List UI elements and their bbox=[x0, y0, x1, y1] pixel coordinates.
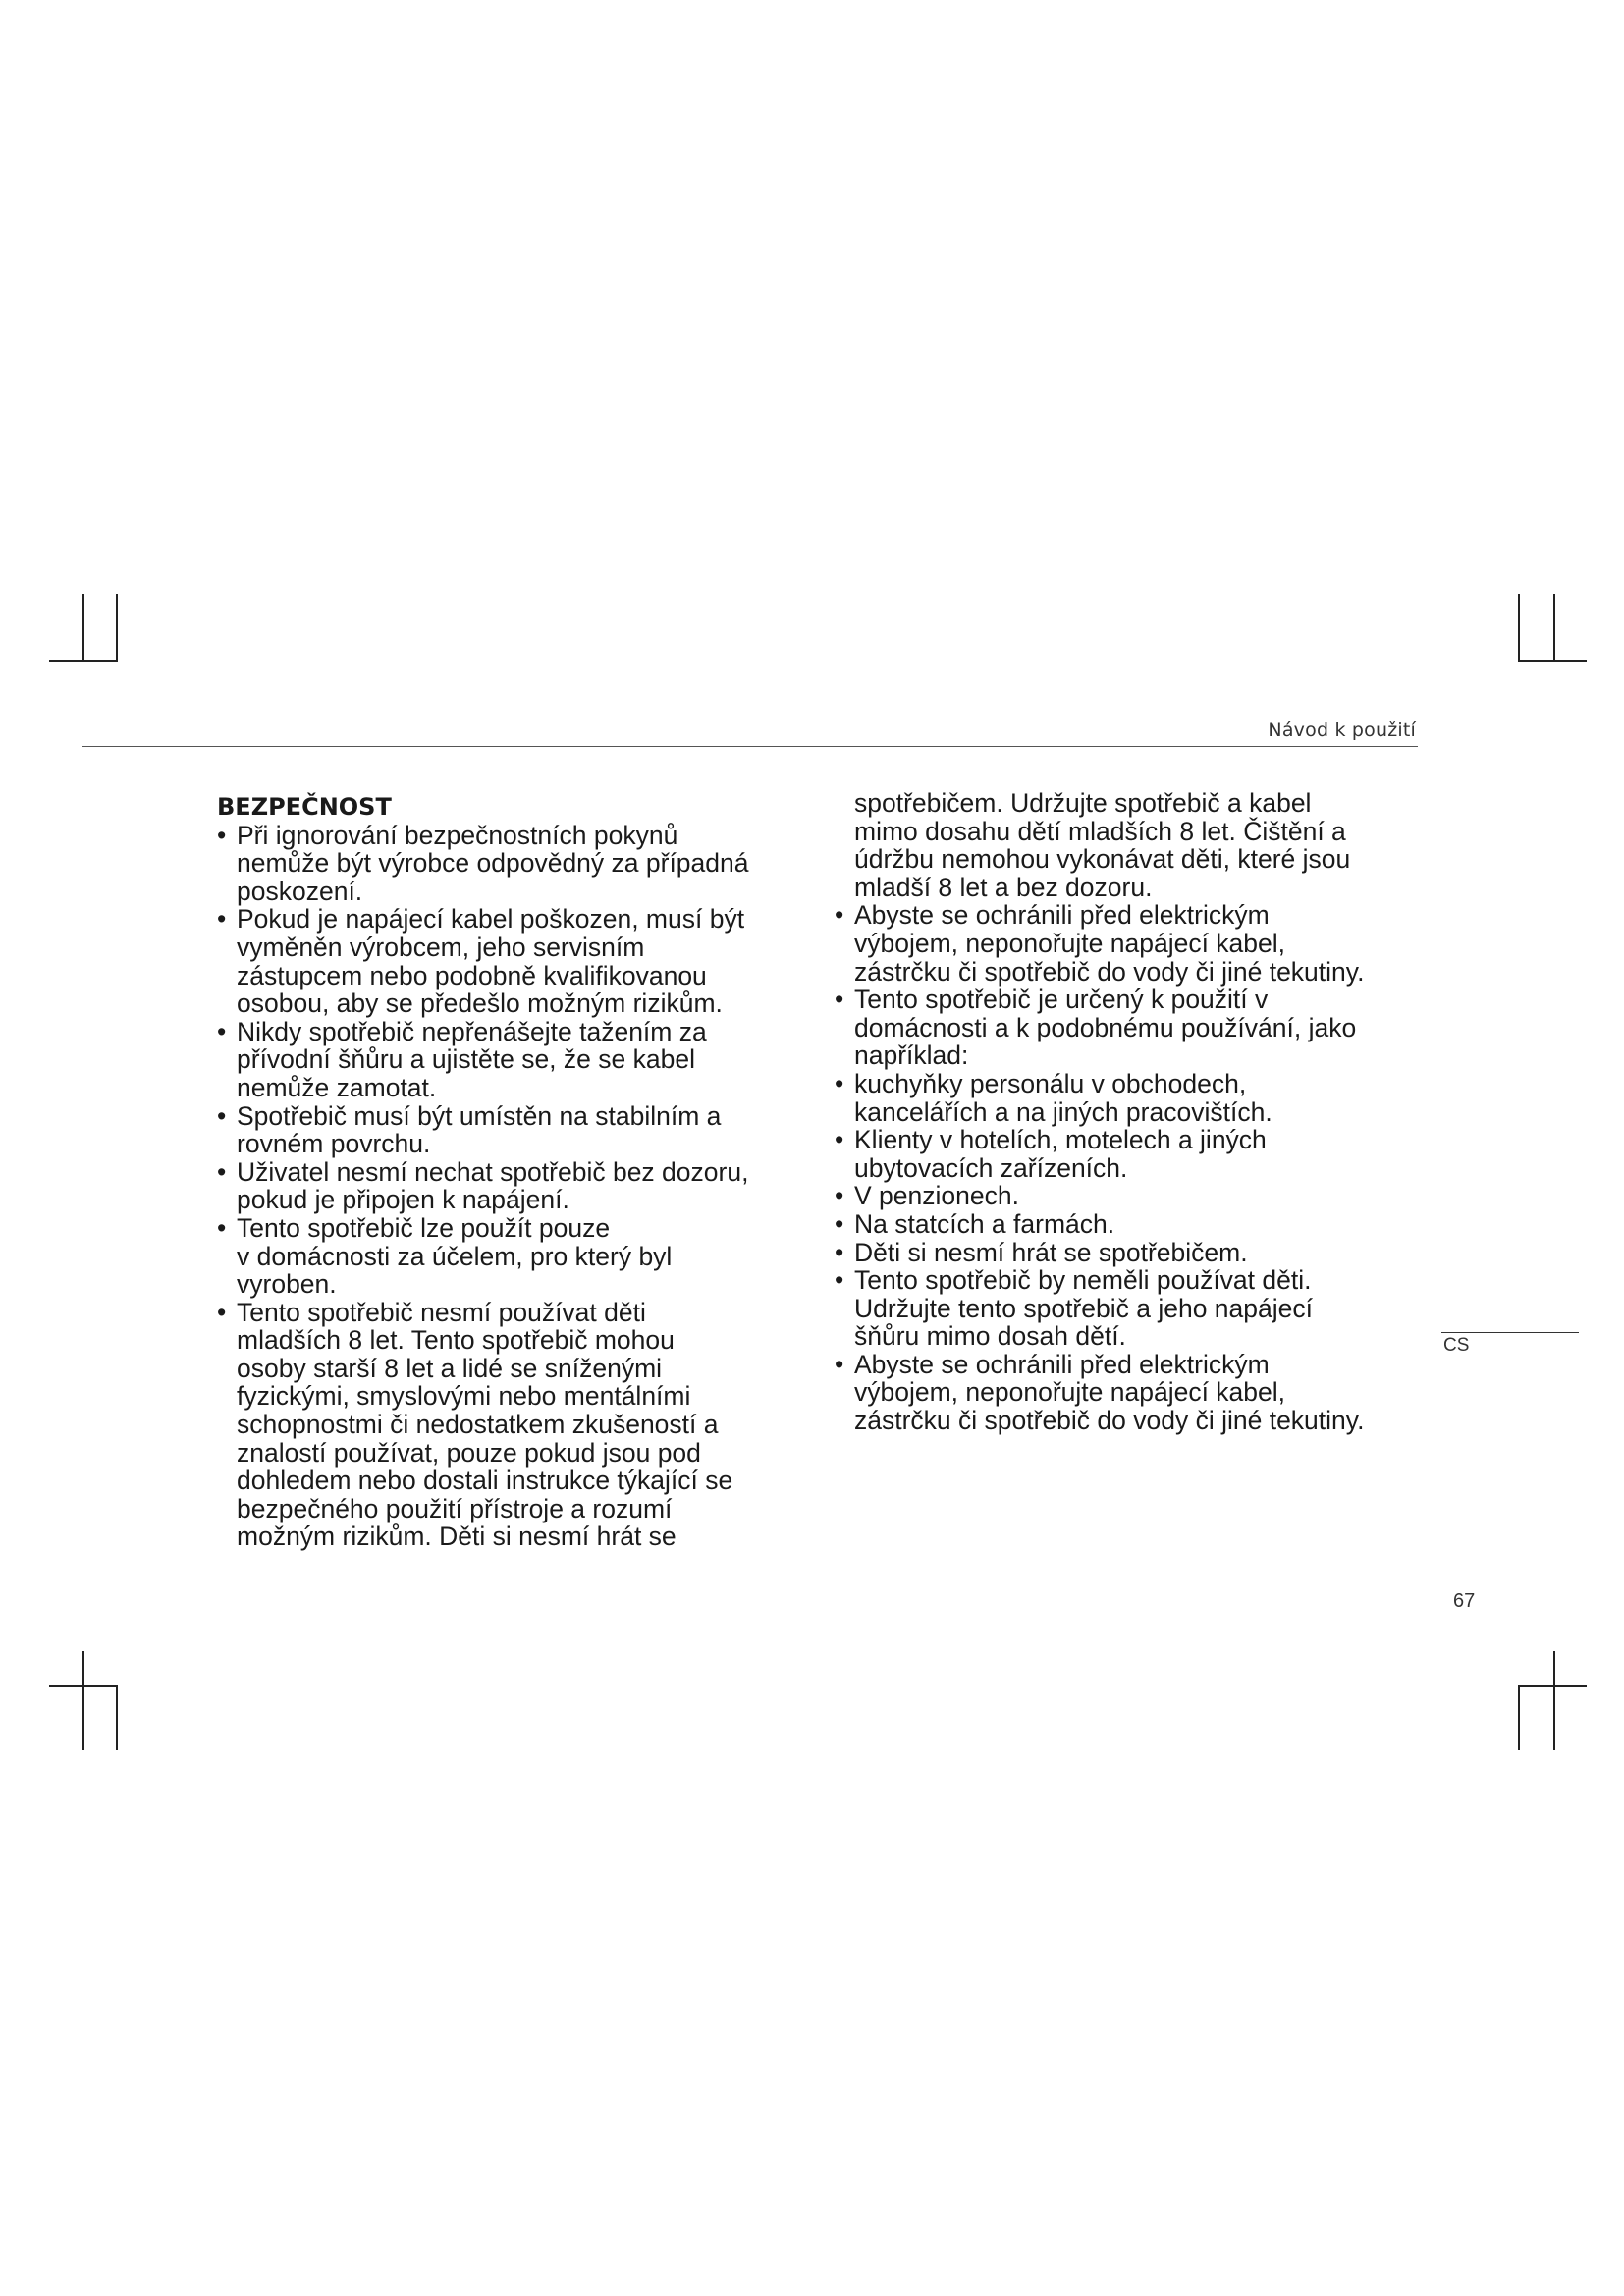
safety-item-text: Tento spotřebič je určený k použití v domácnosti a k podobnému používání, jako například: bbox=[854, 985, 1357, 1071]
safety-item bbox=[217, 1214, 826, 1299]
right-column bbox=[835, 789, 1424, 1435]
bullet-icon: • bbox=[835, 1349, 844, 1379]
header-rule bbox=[82, 746, 1418, 747]
bullet-icon: • bbox=[217, 1156, 227, 1187]
crop-mark-bottom-right-v2 bbox=[1553, 1651, 1555, 1750]
safety-item-text: Tento spotřebič nesmí používat děti mladších 8 let. Tento spotřebič mohou osoby starší 8 let a lidé se sníženými fyzickými, smyslovými nebo mentálními schopnostmi či nedostatkem zkušeností a znalostí používat, pouze pokud jsou pod dohledem nebo dostali instrukce týkající se bezpečného použití přístroje a rozumí možným rizikům. Děti si nesmí hrát se bbox=[237, 1297, 733, 1552]
section-heading: BEZPEČNOST bbox=[217, 793, 392, 821]
safety-item bbox=[835, 1070, 1424, 1126]
crop-mark-top-right-h bbox=[1518, 660, 1587, 662]
left-column bbox=[217, 793, 826, 1551]
safety-item bbox=[217, 1299, 826, 1551]
safety-item-text: Tento spotřebič by neměli používat děti. Udržujte tento spotřebič a jeho napájecí šňůru mimo dosah dětí. bbox=[854, 1265, 1313, 1352]
safety-item bbox=[835, 1266, 1424, 1351]
safety-item bbox=[217, 822, 826, 906]
bullet-icon: • bbox=[835, 1068, 844, 1098]
safety-item-text: Pokud je napájecí kabel poškozen, musí být vyměněn výrobcem, jeho servisním zástupcem nebo podobně kvalifikovanou osobou, aby se předešlo možným rizikům. bbox=[237, 904, 745, 1019]
manual-title: Návod k použití bbox=[1268, 720, 1416, 741]
crop-mark-bottom-left-v bbox=[116, 1685, 118, 1750]
safety-item-text: kuchyňky personálu v obchodech, kancelářích a na jiných pracovištích. bbox=[854, 1068, 1272, 1127]
language-tab-rule bbox=[1441, 1332, 1579, 1333]
safety-item-text: Děti si nesmí hrát se spotřebičem. bbox=[854, 1237, 1248, 1267]
left-safety-list bbox=[217, 822, 826, 1551]
bullet-icon: • bbox=[835, 1208, 844, 1239]
bullet-icon: • bbox=[217, 1297, 227, 1327]
crop-mark-bottom-right-v bbox=[1518, 1685, 1520, 1750]
safety-item bbox=[217, 1158, 826, 1214]
safety-item-text: Na statcích a farmách. bbox=[854, 1208, 1115, 1239]
bullet-icon: • bbox=[835, 900, 844, 931]
bullet-icon: • bbox=[835, 1181, 844, 1211]
safety-item bbox=[835, 1182, 1424, 1210]
safety-item-text: Nikdy spotřebič nepřenášejte tažením za přívodní šňůru a ujistěte se, že se kabel nemůže zamotat. bbox=[237, 1016, 707, 1102]
safety-item-text: Spotřebič musí být umístěn na stabilním a rovném povrchu. bbox=[237, 1100, 722, 1159]
crop-mark-top-left-v bbox=[116, 594, 118, 661]
safety-item bbox=[835, 1126, 1424, 1182]
bullet-icon: • bbox=[217, 1100, 227, 1131]
bullet-icon: • bbox=[835, 1125, 844, 1155]
safety-item bbox=[835, 1351, 1424, 1435]
safety-item bbox=[835, 1239, 1424, 1267]
safety-item bbox=[835, 901, 1424, 986]
bullet-icon: • bbox=[835, 1237, 844, 1267]
continued-paragraph: spotřebičem. Udržujte spotřebič a kabel mimo dosahu dětí mladších 8 let. Čištění a údržbu nemohou vykonávat děti, které jsou mladší 8 let a bez dozoru. bbox=[854, 788, 1351, 902]
safety-item-text: Abyste se ochránili před elektrickým výbojem, neponořujte napájecí kabel, zástrčku či spotřebič do vody či jiné tekutiny. bbox=[854, 1349, 1365, 1436]
safety-item bbox=[217, 905, 826, 1017]
bullet-icon: • bbox=[217, 820, 227, 850]
crop-mark-top-right-v2 bbox=[1553, 594, 1555, 661]
safety-item-text: Abyste se ochránili před elektrickým výbojem, neponořujte napájecí kabel, zástrčku či spotřebič do vody či jiné tekutiny. bbox=[854, 900, 1365, 987]
safety-item-text: V penzionech. bbox=[854, 1181, 1019, 1211]
safety-item bbox=[835, 986, 1424, 1070]
bullet-icon: • bbox=[835, 1265, 844, 1296]
crop-mark-bottom-right-h bbox=[1518, 1685, 1587, 1687]
safety-item bbox=[217, 1102, 826, 1158]
safety-item-text: Při ignorování bezpečnostních pokynů nemůže být výrobce odpovědný za případná poskození. bbox=[237, 820, 749, 906]
bullet-icon: • bbox=[217, 1016, 227, 1046]
crop-mark-top-left-v2 bbox=[82, 594, 84, 661]
crop-mark-bottom-left-v2 bbox=[82, 1651, 84, 1750]
right-safety-list bbox=[835, 901, 1424, 1434]
safety-item bbox=[835, 1210, 1424, 1239]
page-number: 67 bbox=[1453, 1590, 1476, 1612]
safety-item bbox=[217, 1018, 826, 1102]
language-code: CS bbox=[1443, 1335, 1470, 1356]
bullet-icon: • bbox=[217, 1212, 227, 1243]
bullet-icon: • bbox=[835, 985, 844, 1015]
safety-item-text: Klienty v hotelích, motelech a jiných ubytovacích zařízeních. bbox=[854, 1125, 1267, 1183]
crop-mark-top-right-v bbox=[1518, 594, 1520, 661]
safety-item-text: Tento spotřebič lze použít pouze v domácnosti za účelem, pro který byl vyroben. bbox=[237, 1212, 673, 1300]
bullet-icon: • bbox=[217, 904, 227, 934]
safety-item-text: Uživatel nesmí nechat spotřebič bez dozoru, pokud je připojen k napájení. bbox=[237, 1156, 749, 1215]
